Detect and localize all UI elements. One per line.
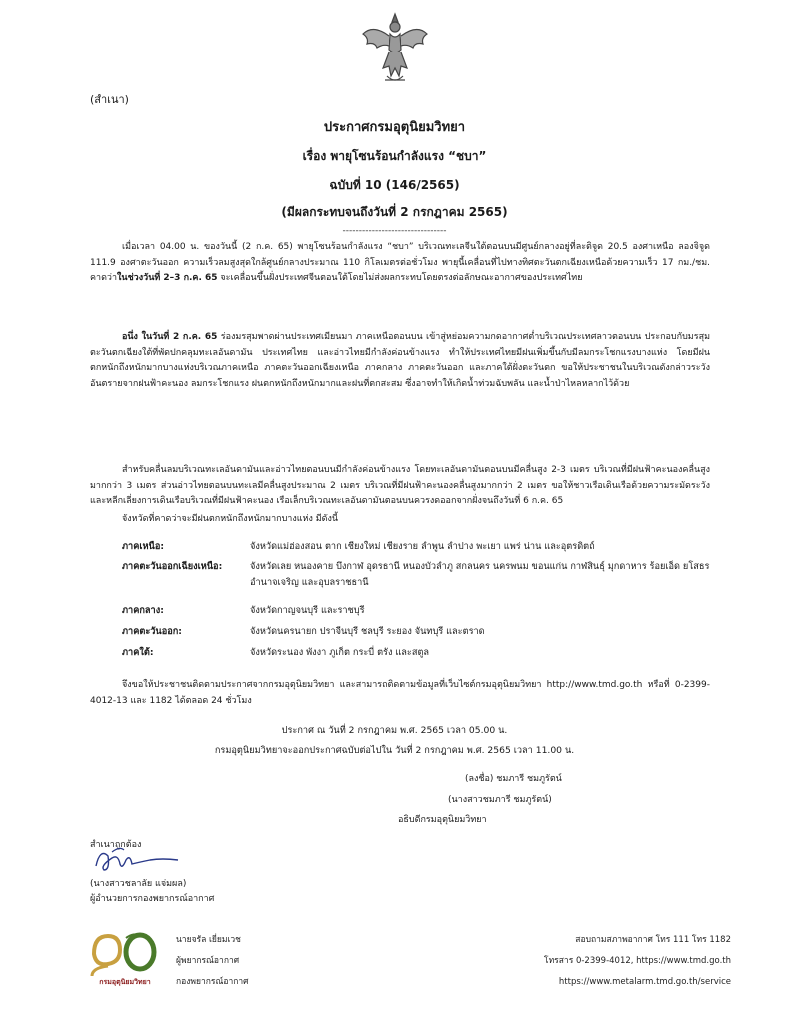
p1-bold: ในช่วงวันที่ 2–3 ก.ค. 65	[117, 273, 218, 283]
forecaster-role: ผู้พยากรณ์อากาศ	[176, 956, 240, 966]
logo-caption: กรมอุตุนิยมวิทยา	[99, 978, 151, 986]
contact-phone: สอบถามสภาพอากาศ โทร 111 โทร 1182	[575, 935, 731, 945]
paragraph-follow-updates: จึงขอให้ประชาชนติดตามประกาศจากกรมอุตุนิยมวิทยา และสามารถติดตามข้อมูลที่เว็บไซต์กรมอุตุนิยมวิทยา http://www.tmd.go.th หรือที่ 0-2399-4012-13 และ 1182 ได้ตลอด 24 ชั่วโมง	[90, 680, 710, 706]
p2-bold: อนึ่ง ในวันที่ 2 ก.ค. 65	[122, 332, 218, 342]
footer-contacts	[544, 930, 731, 993]
announce-date: ประกาศ ณ วันที่ 2 กรกฎาคม พ.ศ. 2565 เวลา 05.00 น.	[281, 725, 508, 736]
garuda-emblem-icon	[359, 10, 431, 86]
contact-fax-website[interactable]: โทรสาร 0-2399-4012, https://www.tmd.go.th	[544, 956, 731, 966]
signed-line: (ลงชื่อ) ชมภารี ชมภูรัตน์	[465, 774, 562, 784]
p1-tail: จะเคลื่อนขึ้นฝั่งประเทศจีนตอนใต้โดยไม่ส่งผลกระทบโดยตรงต่อลักษณะอากาศของประเทศไทย	[217, 273, 583, 283]
effective-date: (มีผลกระทบจนถึงวันที่ 2 กรกฎาคม 2565)	[281, 205, 508, 219]
region-provinces: จังหวัดเลย หนองคาย บึงกาฬ อุดรธานี หนองบัวลำภู สกลนคร นครพนม ขอนแก่น กาฬสินธุ์ มุกดาหาร ร้อยเอ็ด ยโสธร อำนาจเจริญ และอุบลราชธานี	[250, 561, 710, 588]
signer-position: อธิบดีกรมอุตุนิยมวิทยา	[398, 815, 487, 825]
region-provinces: จังหวัดนครนายก ปราจีนบุรี ชลบุรี ระยอง จันทบุรี และตราด	[250, 626, 485, 637]
region-name: ภาคตะวันออก:	[122, 626, 182, 637]
document-subject: เรื่อง พายุโซนร้อนกำลังแรง “ชบา”	[302, 149, 487, 163]
region-row	[122, 624, 722, 640]
p1-lead: เมื่อเวลา 04.00 น. ของวันนี้ (2 ก.ค. 65) พายุโซนร้อนกำลังแรง “ชบา” บริเวณทะเลจีนใต้ตอนบนมีศูนย์กลางอยู่ที่ละติจูด 20.5 องศาเหนือ ลองจิจูด 111.9 องศาตะวันออก ความเร็วลมสูงสุดใกล้ศูนย์กลางประมาณ 110 กิโลเมตรต่อชั่วโมง พายุนี้เคลื่อนที่ไปทางทิศตะวันตกเฉียงเหนือด้วยความเร็ว 17 กม./ชม. คาดว่า	[90, 242, 710, 283]
region-name: ภาคเหนือ:	[122, 541, 165, 552]
region-row	[122, 559, 722, 590]
title-divider: --------------------------------	[342, 226, 447, 236]
forecaster-division: กองพยากรณ์อากาศ	[176, 977, 249, 987]
region-name: ภาคใต้:	[122, 647, 154, 658]
paragraph-monsoon	[90, 330, 710, 392]
issue-number: ฉบับที่ 10 (146/2565)	[329, 178, 460, 192]
region-row	[122, 645, 722, 661]
paragraph-provinces-intro: จังหวัดที่คาดว่าจะมีฝนตกหนักถึงหนักมากบางแห่ง มีดังนี้	[122, 514, 339, 524]
region-row	[122, 603, 722, 619]
copy-label: (สำเนา)	[90, 93, 129, 106]
certifier-name: (นางสาวชลาลัย แจ่มผล)	[90, 879, 187, 889]
certified-copy-label: สำเนาถูกต้อง	[90, 840, 142, 850]
tmd-80-anniversary-logo-icon	[84, 928, 166, 990]
paragraph-waves: สำหรับคลื่นลมบริเวณทะเลอันดามันและอ่าวไทยตอนบนมีกำลังค่อนข้างแรง โดยทะเลอันดามันตอนบนมีคลื่นสูง 2-3 เมตร บริเวณที่มีฝนฟ้าคะนองคลื่นสูงมากกว่า 3 เมตร ส่วนอ่าวไทยตอนบนทะเลมีคลื่นสูงประมาณ 2 เมตร บริเวณที่มีฝนฟ้าคะนองคลื่นสูงมากกว่า 2 เมตร ขอให้ชาวเรือเดินเรือด้วยความระมัดระวัง และหลีกเลี่ยงการเดินเรือบริเวณที่มีฝนฟ้าคะนอง เรือเล็กบริเวณทะเลอันดามันตอนบนควรงดออกจากฝั่งจนถึงวันที่ 6 ก.ค. 65	[90, 465, 710, 506]
forecaster-name: นายจรัล เยี่ยมเวช	[176, 935, 241, 945]
region-name: ภาคตะวันออกเฉียงเหนือ:	[122, 561, 223, 572]
paragraph-storm-status	[90, 240, 710, 287]
contact-service-link[interactable]: https://www.metalarm.tmd.go.th/service	[558, 977, 731, 987]
p2-tail: ร่องมรสุมพาดผ่านประเทศเมียนมา ภาคเหนือตอนบน เข้าสู่หย่อมความกดอากาศต่ำบริเวณประเทศลาวตอนบน ประกอบกับมรสุมตะวันตกเฉียงใต้ที่พัดปกคลุมทะเลอันดามัน ประเทศไทย และอ่าวไทยมีกำลังค่อนข้างแรง ทำให้ประเทศไทยมีฝนเพิ่มขึ้นกับมีลมกระโชกแรงบางแห่ง โดยมีฝนตกหนักถึงหนักมากบางแห่งบริเวณภาคเหนือ ภาคตะวันออกเฉียงเหนือ ภาคกลาง ภาคตะวันออก และภาคใต้ฝั่งตะวันตก ขอให้ประชาชนในบริเวณดังกล่าวระวังอันตรายจากฝนฟ้าคะนอง ลมกระโชกแรง ฝนตกหนักถึงหนักมากและฝนที่ตกสะสม ซึ่งอาจทำให้เกิดน้ำท่วมฉับพลัน และน้ำป่าไหลหลากไว้ด้วย	[90, 332, 710, 389]
region-provinces: จังหวัดกาญจนบุรี และราชบุรี	[250, 605, 365, 616]
region-name: ภาคกลาง:	[122, 605, 164, 616]
signer-name: (นางสาวชมภารี ชมภูรัตน์)	[448, 795, 552, 805]
region-provinces: จังหวัดระนอง พังงา ภูเก็ต กระบี่ ตรัง และสตูล	[250, 647, 430, 658]
document-title: ประกาศกรมอุตุนิยมวิทยา	[323, 120, 466, 135]
footer-forecaster	[176, 930, 249, 993]
certifier-position: ผู้อำนวยการกองพยากรณ์อากาศ	[90, 894, 215, 904]
handwritten-signature-icon	[90, 836, 190, 878]
next-announcement: กรมอุตุนิยมวิทยาจะออกประกาศฉบับต่อไปใน วันที่ 2 กรกฎาคม พ.ศ. 2565 เวลา 11.00 น.	[214, 745, 575, 756]
region-row	[122, 539, 722, 555]
region-provinces: จังหวัดแม่ฮ่องสอน ตาก เชียงใหม่ เชียงราย ลำพูน ลำปาง พะเยา แพร่ น่าน และอุตรดิตถ์	[250, 541, 595, 552]
